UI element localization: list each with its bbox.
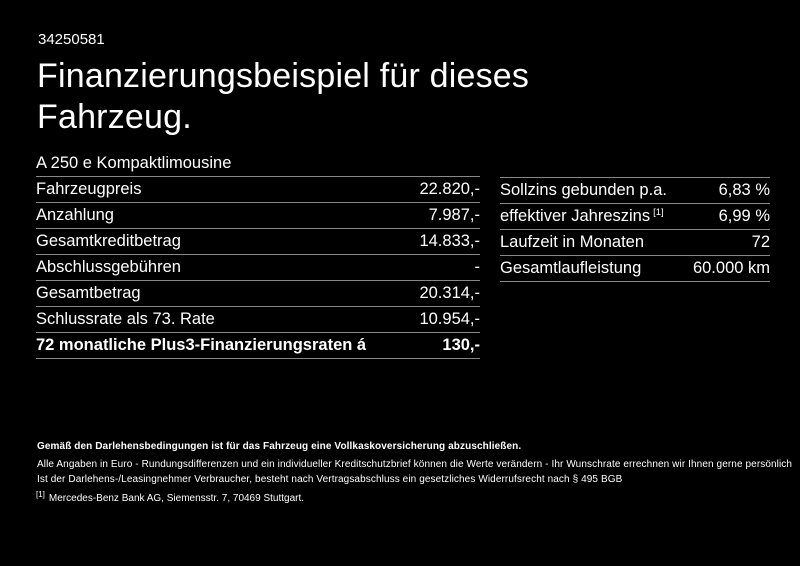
finance-row-fahrzeugpreis bbox=[36, 177, 480, 203]
finance-row-schlussrate bbox=[36, 307, 480, 333]
condition-row-effektiver-jahreszins bbox=[500, 204, 770, 230]
condition-row-label: Gesamtlaufleistung bbox=[500, 259, 642, 277]
finance-row-label: Gesamtkreditbetrag bbox=[36, 232, 181, 250]
finance-row-gesamtbetrag bbox=[36, 281, 480, 307]
finance-row-value: 130,- bbox=[442, 336, 480, 354]
finance-row-label: Schlussrate als 73. Rate bbox=[36, 310, 215, 328]
finance-row-label: Fahrzeugpreis bbox=[36, 180, 142, 198]
finance-row-value: 7.987,- bbox=[428, 206, 480, 224]
finance-row-label: Gesamtbetrag bbox=[36, 284, 141, 302]
listing-id: 34250581 bbox=[38, 31, 105, 48]
finance-table bbox=[36, 151, 480, 359]
finance-row-value: 10.954,- bbox=[419, 310, 480, 328]
finance-row-value: 14.833,- bbox=[419, 232, 480, 250]
condition-row-value: 6,99 % bbox=[718, 207, 770, 225]
vehicle-model-label: A 250 e Kompaktlimousine bbox=[36, 154, 232, 172]
finance-row-value: 20.314,- bbox=[419, 284, 480, 302]
condition-row-label: Laufzeit in Monaten bbox=[500, 233, 645, 251]
finance-row-anzahlung bbox=[36, 203, 480, 229]
footnote-marker: [1] bbox=[36, 489, 45, 499]
finance-row-label: Anzahlung bbox=[36, 206, 114, 224]
condition-row-value: 72 bbox=[751, 233, 770, 251]
condition-row-gesamtlaufleistung bbox=[500, 256, 770, 282]
condition-row-label-text: effektiver Jahreszins bbox=[500, 207, 651, 225]
finance-row-monatsrate bbox=[36, 333, 480, 359]
condition-row-label: Sollzins gebunden p.a. bbox=[500, 181, 667, 199]
conditions-table bbox=[500, 177, 770, 282]
finance-row-value: - bbox=[474, 258, 480, 276]
finance-row-gesamtkreditbetrag bbox=[36, 229, 480, 255]
vehicle-model-header bbox=[36, 151, 480, 177]
disclaimer-line-2: Ist der Darlehens-/Leasingnehmer Verbraucher, besteht nach Vertragsabschluss ein gesetzliches Widerrufsrecht nach § 495 BGB bbox=[37, 474, 623, 485]
condition-row-value: 60.000 km bbox=[692, 259, 770, 277]
finance-row-value: 22.820,- bbox=[419, 180, 480, 198]
disclaimer-line-1: Alle Angaben in Euro - Rundungsdifferenzen und ein individueller Kreditschutzbrief können die Werte verändern - Ihr Wunschrate errechnen wir Ihnen gerne persönlich bbox=[37, 459, 793, 470]
bank-footnote bbox=[36, 489, 305, 504]
finance-row-label: Abschlussgebühren bbox=[36, 258, 181, 276]
condition-row-sollzins bbox=[500, 178, 770, 204]
condition-row-label bbox=[500, 207, 664, 226]
insurance-requirement-note: Gemäß den Darlehensbedingungen ist für das Fahrzeug eine Vollkaskoversicherung abzuschließen. bbox=[37, 441, 522, 452]
finance-row-abschlussgebuehren bbox=[36, 255, 480, 281]
condition-row-value: 6,83 % bbox=[718, 181, 770, 199]
finance-row-label: 72 monatliche Plus3-Finanzierungsraten á bbox=[36, 336, 367, 354]
footnote-text: Mercedes-Benz Bank AG, Siemensstr. 7, 70469 Stuttgart. bbox=[48, 493, 305, 504]
condition-row-laufzeit bbox=[500, 230, 770, 256]
page-title: Finanzierungsbeispiel für dieses Fahrzeug. bbox=[37, 57, 530, 136]
footnote-marker: [1] bbox=[653, 206, 664, 218]
